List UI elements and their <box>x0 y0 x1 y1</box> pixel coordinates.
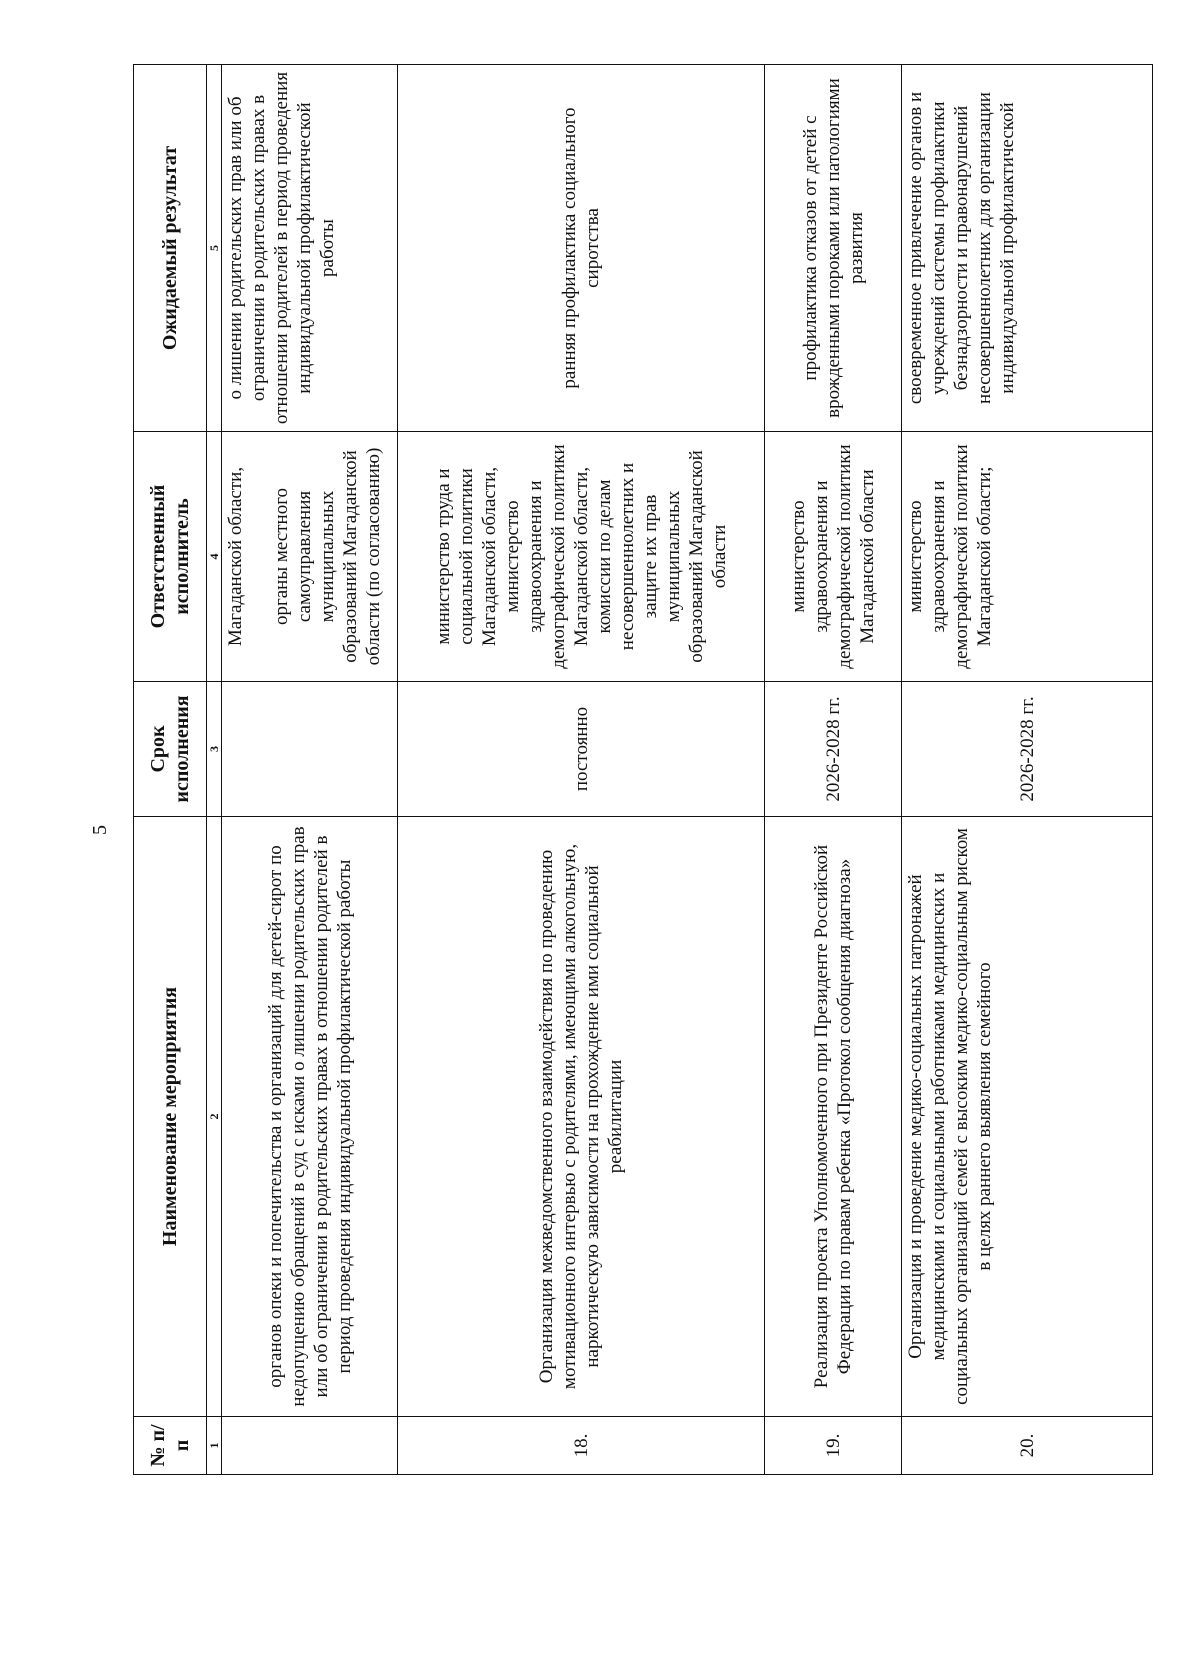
expected-result: профилактика отказов от детей с врожденными пороками или патологиями развития <box>765 65 902 432</box>
header-number: № п/п <box>134 1417 207 1475</box>
row-number: 18. <box>398 1417 765 1475</box>
table-row <box>902 65 1153 1475</box>
executor-line: министерство труда и социальной политики Магаданской области, <box>432 466 500 647</box>
term <box>222 682 398 817</box>
term: 2026-2028 гг. <box>765 682 902 817</box>
table-row <box>765 65 902 1475</box>
expected-result: о лишении родительских прав или об ограничении в родительских правах в отношении родителей в период проведения индивидуальной профилактической работы <box>222 65 398 432</box>
expected-result: ранняя профилактика социального сиротства <box>398 65 765 432</box>
column-number-5: 5 <box>207 65 222 432</box>
activity-name: Организация и проведение медико-социальных патронажей медицинскими и социальными работниками медицинских и социальных организаций семей с высоким медико-социальным риском в целях раннего выявления семейного <box>902 817 1153 1417</box>
page-number: 5 <box>89 825 111 835</box>
row-number <box>222 1417 398 1475</box>
executor: министерство здравоохранения и демографической политики Магаданской области <box>765 432 902 682</box>
header-activity-name: Наименование мероприятия <box>134 817 207 1417</box>
executor-line: министерство здравоохранения и демографической политики Магаданской области, <box>501 444 592 669</box>
header-executor: Ответственный исполнитель <box>134 432 207 682</box>
column-number-4: 4 <box>207 432 222 682</box>
column-number-3: 3 <box>207 682 222 817</box>
column-number-2: 2 <box>207 817 222 1417</box>
row-number: 20. <box>902 1417 1153 1475</box>
expected-result: своевременное привлечение органов и учреждений системы профилактики безнадзорности и правонарушений несовершеннолетних для организации индивидуальной профилактической <box>902 65 1153 432</box>
activities-table <box>133 64 1153 1475</box>
activity-name: органов опеки и попечительства и организаций для детей-сирот по недопущению обращений в суд с исками о лишении родительских прав или об ограничении в родительских правах в отношении родителей в период проведения индивидуальной профилактической работы <box>222 817 398 1417</box>
term: постоянно <box>398 682 765 817</box>
rotated-table-container <box>133 65 1153 1475</box>
column-number-row <box>207 65 222 1475</box>
executor-line: органы местного самоуправления муниципальных образований Магаданской области (по согласованию) <box>271 447 384 666</box>
executor <box>222 432 398 682</box>
table-header-row <box>134 65 207 1475</box>
row-number: 19. <box>765 1417 902 1475</box>
header-term: Срок исполнения <box>134 682 207 817</box>
executor-line: Магаданской области, <box>225 466 246 647</box>
executor: министерство здравоохранения и демографической политики Магаданской области; <box>902 432 1153 682</box>
table-row <box>398 65 765 1475</box>
executor-line: комиссии по делам несовершеннолетних и защите их прав муниципальных образований Магаданской области <box>593 450 730 663</box>
activity-name: Организация межведомственного взаимодействия по проведению мотивационного интервью с родителями, имеющими алкогольную, наркотическую зависимости на прохождение ими социальной реабилитации <box>398 817 765 1417</box>
header-result: Ожидаемый результат <box>134 65 207 432</box>
table-row <box>222 65 398 1475</box>
activity-name: Реализация проекта Уполномоченного при Президенте Российской Федерации по правам ребенка «Протокол сообщения диагноза» <box>765 817 902 1417</box>
term: 2026-2028 гг. <box>902 682 1153 817</box>
column-number-1: 1 <box>207 1417 222 1475</box>
executor <box>398 432 765 682</box>
